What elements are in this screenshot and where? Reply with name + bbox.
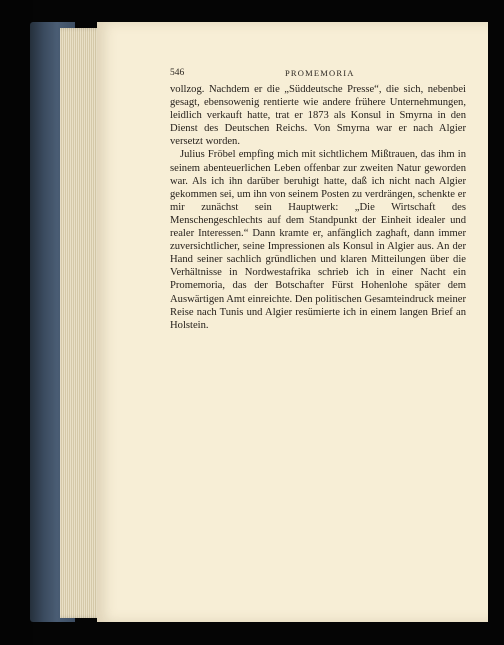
scan-background-left [0,0,33,645]
paragraph-2: Julius Fröbel empfing mich mit sichtlichem Mißtrauen, das ihm in seinem abenteuerlichen Leben offenbar zur zweiten Natur geworden war. Als ich ihn darüber beruhigt hatte, daß ich nicht nach Algier gekommen sei, um ihn von seinem Posten zu verdrängen, schenkte er mir zunächst sein Hauptwerk: „Die Wirtschaft des Menschengeschlechts auf dem Standpunkt der Einheit idealer und realer Interessen.“ Dann kramte er, anfänglich zaghaft, dann immer zuversichtlicher, seine Impressionen als Konsul in Algier aus. An der Hand seiner sachlich gründlichen und klaren Mitteilungen über die Verhältnisse in Nordwestafrika schrieb ich in einer Nacht ein Promemoria, das der Botschafter Fürst Hohenlohe später dem Auswärtigen Amt einreichte. Den politischen Gesamteindruck meiner Reise nach Tunis und Algier resümierte ich in einem langen Brief an Holstein. [170,149,466,331]
paragraph-1: vollzog. Nachdem er die „Süddeutsche Presse“, die sich, nebenbei gesagt, ebensowenig rentierte wie andere frühere Unternehmungen, leidlich verkauft hatte, trat er 1873 als Konsul in Smyrna in den Dienst des Deutschen Reichs. Von Smyrna war er nach Algier versetzt worden. [170,84,466,148]
running-head: PROMEMORIA [285,68,355,78]
body-text [170,83,466,332]
page-edges [60,28,102,618]
page-header [170,68,465,82]
page-number: 546 [170,68,185,78]
scan-background-right [488,0,504,645]
